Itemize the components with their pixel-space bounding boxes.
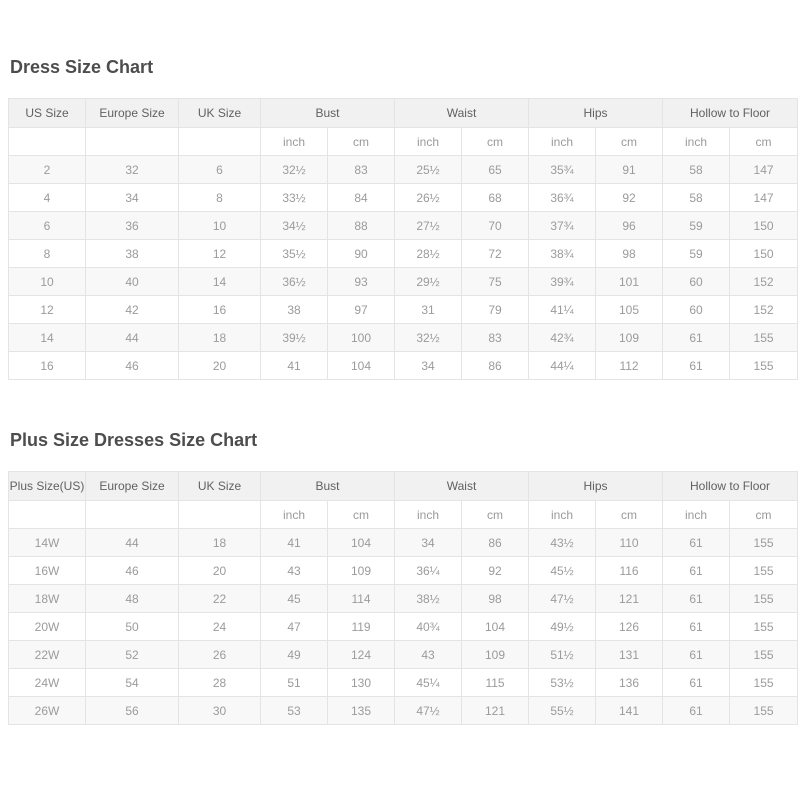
table-cell: 72 bbox=[462, 240, 529, 268]
table-cell: 18 bbox=[179, 324, 261, 352]
table-row bbox=[9, 557, 798, 585]
table-header-row bbox=[9, 99, 798, 128]
column-header: UK Size bbox=[179, 99, 261, 128]
table-cell: 45 bbox=[261, 585, 328, 613]
dress-size-section bbox=[0, 57, 800, 380]
table-cell: 155 bbox=[730, 529, 798, 557]
table-cell: 121 bbox=[596, 585, 663, 613]
table-cell: 34½ bbox=[261, 212, 328, 240]
column-header: UK Size bbox=[179, 472, 261, 501]
table-cell: 147 bbox=[730, 156, 798, 184]
table-cell: 61 bbox=[663, 613, 730, 641]
unit-header: inch bbox=[261, 501, 328, 529]
size-cell: 22W bbox=[9, 641, 86, 669]
table-cell: 51 bbox=[261, 669, 328, 697]
empty-header-cell bbox=[9, 128, 86, 156]
table-cell: 96 bbox=[596, 212, 663, 240]
table-cell: 37¾ bbox=[529, 212, 596, 240]
column-header: Hollow to Floor bbox=[663, 99, 798, 128]
empty-header-cell bbox=[179, 501, 261, 529]
table-cell: 130 bbox=[328, 669, 395, 697]
table-cell: 68 bbox=[462, 184, 529, 212]
table-cell: 116 bbox=[596, 557, 663, 585]
table-cell: 41 bbox=[261, 352, 328, 380]
column-header: Hollow to Floor bbox=[663, 472, 798, 501]
plus-size-table bbox=[8, 471, 798, 725]
size-cell: 10 bbox=[9, 268, 86, 296]
table-cell: 155 bbox=[730, 585, 798, 613]
table-cell: 75 bbox=[462, 268, 529, 296]
size-cell: 16 bbox=[9, 352, 86, 380]
table-cell: 61 bbox=[663, 557, 730, 585]
table-cell: 155 bbox=[730, 352, 798, 380]
plus-size-chart-title: Plus Size Dresses Size Chart bbox=[10, 430, 258, 450]
unit-header: cm bbox=[730, 128, 798, 156]
table-cell: 31 bbox=[395, 296, 462, 324]
table-cell: 86 bbox=[462, 352, 529, 380]
unit-header: inch bbox=[663, 501, 730, 529]
unit-header: inch bbox=[261, 128, 328, 156]
column-header: Bust bbox=[261, 99, 395, 128]
table-cell: 150 bbox=[730, 240, 798, 268]
table-cell: 98 bbox=[462, 585, 529, 613]
table-cell: 10 bbox=[179, 212, 261, 240]
table-cell: 114 bbox=[328, 585, 395, 613]
table-cell: 38 bbox=[261, 296, 328, 324]
table-row bbox=[9, 268, 798, 296]
table-cell: 43½ bbox=[529, 529, 596, 557]
table-cell: 25½ bbox=[395, 156, 462, 184]
table-cell: 44 bbox=[86, 529, 179, 557]
table-cell: 104 bbox=[328, 352, 395, 380]
size-chart-page bbox=[0, 57, 800, 800]
table-header-row bbox=[9, 472, 798, 501]
table-cell: 47 bbox=[261, 613, 328, 641]
table-cell: 14 bbox=[179, 268, 261, 296]
unit-header-row bbox=[9, 128, 798, 156]
table-cell: 8 bbox=[179, 184, 261, 212]
table-cell: 20 bbox=[179, 557, 261, 585]
table-cell: 55½ bbox=[529, 697, 596, 725]
table-cell: 12 bbox=[179, 240, 261, 268]
size-cell: 14W bbox=[9, 529, 86, 557]
table-cell: 20 bbox=[179, 352, 261, 380]
table-cell: 36 bbox=[86, 212, 179, 240]
table-cell: 48 bbox=[86, 585, 179, 613]
table-cell: 29½ bbox=[395, 268, 462, 296]
table-cell: 61 bbox=[663, 529, 730, 557]
table-cell: 47½ bbox=[395, 697, 462, 725]
table-cell: 61 bbox=[663, 324, 730, 352]
table-cell: 34 bbox=[395, 352, 462, 380]
table-cell: 147 bbox=[730, 184, 798, 212]
table-cell: 52 bbox=[86, 641, 179, 669]
size-cell: 18W bbox=[9, 585, 86, 613]
table-cell: 58 bbox=[663, 184, 730, 212]
empty-header-cell bbox=[86, 501, 179, 529]
size-cell: 4 bbox=[9, 184, 86, 212]
table-cell: 126 bbox=[596, 613, 663, 641]
table-cell: 104 bbox=[462, 613, 529, 641]
plus-size-section bbox=[0, 430, 800, 725]
table-cell: 45¼ bbox=[395, 669, 462, 697]
table-cell: 56 bbox=[86, 697, 179, 725]
table-cell: 83 bbox=[328, 156, 395, 184]
table-row bbox=[9, 184, 798, 212]
table-cell: 131 bbox=[596, 641, 663, 669]
table-cell: 41¼ bbox=[529, 296, 596, 324]
table-cell: 124 bbox=[328, 641, 395, 669]
column-header: Waist bbox=[395, 472, 529, 501]
table-cell: 61 bbox=[663, 641, 730, 669]
unit-header: cm bbox=[462, 128, 529, 156]
table-cell: 59 bbox=[663, 240, 730, 268]
table-row bbox=[9, 296, 798, 324]
size-cell: 24W bbox=[9, 669, 86, 697]
column-header: Europe Size bbox=[86, 472, 179, 501]
table-cell: 121 bbox=[462, 697, 529, 725]
table-cell: 98 bbox=[596, 240, 663, 268]
table-cell: 6 bbox=[179, 156, 261, 184]
table-cell: 135 bbox=[328, 697, 395, 725]
table-cell: 50 bbox=[86, 613, 179, 641]
table-cell: 41 bbox=[261, 529, 328, 557]
table-cell: 61 bbox=[663, 669, 730, 697]
table-cell: 109 bbox=[328, 557, 395, 585]
table-cell: 58 bbox=[663, 156, 730, 184]
column-header: Hips bbox=[529, 472, 663, 501]
table-cell: 35¾ bbox=[529, 156, 596, 184]
unit-header: inch bbox=[663, 128, 730, 156]
dress-size-table bbox=[8, 98, 798, 380]
table-row bbox=[9, 156, 798, 184]
table-cell: 36¼ bbox=[395, 557, 462, 585]
size-cell: 6 bbox=[9, 212, 86, 240]
table-cell: 28 bbox=[179, 669, 261, 697]
table-cell: 39¾ bbox=[529, 268, 596, 296]
table-row bbox=[9, 585, 798, 613]
table-cell: 84 bbox=[328, 184, 395, 212]
unit-header-row bbox=[9, 501, 798, 529]
table-cell: 155 bbox=[730, 697, 798, 725]
table-cell: 141 bbox=[596, 697, 663, 725]
table-cell: 112 bbox=[596, 352, 663, 380]
table-cell: 32½ bbox=[395, 324, 462, 352]
size-cell: 12 bbox=[9, 296, 86, 324]
table-cell: 30 bbox=[179, 697, 261, 725]
table-row bbox=[9, 324, 798, 352]
size-cell: 20W bbox=[9, 613, 86, 641]
unit-header: cm bbox=[328, 501, 395, 529]
table-row bbox=[9, 641, 798, 669]
table-cell: 88 bbox=[328, 212, 395, 240]
table-cell: 34 bbox=[86, 184, 179, 212]
table-cell: 136 bbox=[596, 669, 663, 697]
table-cell: 53 bbox=[261, 697, 328, 725]
size-cell: 14 bbox=[9, 324, 86, 352]
table-row bbox=[9, 613, 798, 641]
table-cell: 26 bbox=[179, 641, 261, 669]
table-cell: 42¾ bbox=[529, 324, 596, 352]
table-cell: 49½ bbox=[529, 613, 596, 641]
table-cell: 36¾ bbox=[529, 184, 596, 212]
table-cell: 60 bbox=[663, 296, 730, 324]
table-cell: 101 bbox=[596, 268, 663, 296]
table-cell: 47½ bbox=[529, 585, 596, 613]
unit-header: inch bbox=[529, 128, 596, 156]
table-cell: 43 bbox=[261, 557, 328, 585]
size-cell: 2 bbox=[9, 156, 86, 184]
table-cell: 65 bbox=[462, 156, 529, 184]
table-cell: 33½ bbox=[261, 184, 328, 212]
table-cell: 43 bbox=[395, 641, 462, 669]
table-cell: 155 bbox=[730, 641, 798, 669]
unit-header: inch bbox=[395, 128, 462, 156]
unit-header: cm bbox=[596, 128, 663, 156]
table-cell: 45½ bbox=[529, 557, 596, 585]
table-cell: 92 bbox=[596, 184, 663, 212]
table-cell: 32 bbox=[86, 156, 179, 184]
empty-header-cell bbox=[86, 128, 179, 156]
table-row bbox=[9, 240, 798, 268]
unit-header: cm bbox=[328, 128, 395, 156]
size-cell: 8 bbox=[9, 240, 86, 268]
unit-header: inch bbox=[395, 501, 462, 529]
table-row bbox=[9, 529, 798, 557]
table-cell: 49 bbox=[261, 641, 328, 669]
unit-header: cm bbox=[730, 501, 798, 529]
table-cell: 60 bbox=[663, 268, 730, 296]
table-cell: 22 bbox=[179, 585, 261, 613]
table-cell: 83 bbox=[462, 324, 529, 352]
table-cell: 109 bbox=[462, 641, 529, 669]
table-cell: 152 bbox=[730, 268, 798, 296]
table-cell: 109 bbox=[596, 324, 663, 352]
table-cell: 46 bbox=[86, 557, 179, 585]
column-header: Hips bbox=[529, 99, 663, 128]
table-cell: 155 bbox=[730, 324, 798, 352]
column-header: Bust bbox=[261, 472, 395, 501]
table-cell: 28½ bbox=[395, 240, 462, 268]
table-cell: 79 bbox=[462, 296, 529, 324]
table-cell: 93 bbox=[328, 268, 395, 296]
table-cell: 38 bbox=[86, 240, 179, 268]
column-header: US Size bbox=[9, 99, 86, 128]
table-cell: 44 bbox=[86, 324, 179, 352]
table-cell: 35½ bbox=[261, 240, 328, 268]
table-cell: 155 bbox=[730, 613, 798, 641]
table-cell: 90 bbox=[328, 240, 395, 268]
table-cell: 16 bbox=[179, 296, 261, 324]
table-cell: 59 bbox=[663, 212, 730, 240]
table-cell: 100 bbox=[328, 324, 395, 352]
table-cell: 97 bbox=[328, 296, 395, 324]
table-cell: 24 bbox=[179, 613, 261, 641]
table-cell: 61 bbox=[663, 352, 730, 380]
table-cell: 92 bbox=[462, 557, 529, 585]
table-cell: 105 bbox=[596, 296, 663, 324]
table-cell: 61 bbox=[663, 697, 730, 725]
table-cell: 38¾ bbox=[529, 240, 596, 268]
table-cell: 119 bbox=[328, 613, 395, 641]
empty-header-cell bbox=[9, 501, 86, 529]
column-header: Plus Size(US) bbox=[9, 472, 86, 501]
table-row bbox=[9, 212, 798, 240]
unit-header: inch bbox=[529, 501, 596, 529]
table-cell: 32½ bbox=[261, 156, 328, 184]
unit-header: cm bbox=[462, 501, 529, 529]
table-cell: 42 bbox=[86, 296, 179, 324]
table-cell: 27½ bbox=[395, 212, 462, 240]
table-cell: 152 bbox=[730, 296, 798, 324]
table-cell: 155 bbox=[730, 669, 798, 697]
table-row bbox=[9, 697, 798, 725]
table-cell: 40¾ bbox=[395, 613, 462, 641]
table-cell: 51½ bbox=[529, 641, 596, 669]
empty-header-cell bbox=[179, 128, 261, 156]
table-cell: 44¼ bbox=[529, 352, 596, 380]
table-cell: 18 bbox=[179, 529, 261, 557]
table-cell: 104 bbox=[328, 529, 395, 557]
table-cell: 34 bbox=[395, 529, 462, 557]
column-header: Waist bbox=[395, 99, 529, 128]
table-cell: 115 bbox=[462, 669, 529, 697]
size-cell: 26W bbox=[9, 697, 86, 725]
table-cell: 38½ bbox=[395, 585, 462, 613]
table-cell: 40 bbox=[86, 268, 179, 296]
table-cell: 110 bbox=[596, 529, 663, 557]
table-cell: 36½ bbox=[261, 268, 328, 296]
table-row bbox=[9, 352, 798, 380]
table-cell: 26½ bbox=[395, 184, 462, 212]
table-cell: 53½ bbox=[529, 669, 596, 697]
table-cell: 61 bbox=[663, 585, 730, 613]
dress-size-chart-title: Dress Size Chart bbox=[10, 57, 154, 77]
table-cell: 86 bbox=[462, 529, 529, 557]
unit-header: cm bbox=[596, 501, 663, 529]
table-cell: 39½ bbox=[261, 324, 328, 352]
table-cell: 150 bbox=[730, 212, 798, 240]
table-cell: 91 bbox=[596, 156, 663, 184]
table-cell: 46 bbox=[86, 352, 179, 380]
column-header: Europe Size bbox=[86, 99, 179, 128]
size-cell: 16W bbox=[9, 557, 86, 585]
table-cell: 54 bbox=[86, 669, 179, 697]
table-cell: 70 bbox=[462, 212, 529, 240]
table-cell: 155 bbox=[730, 557, 798, 585]
table-row bbox=[9, 669, 798, 697]
